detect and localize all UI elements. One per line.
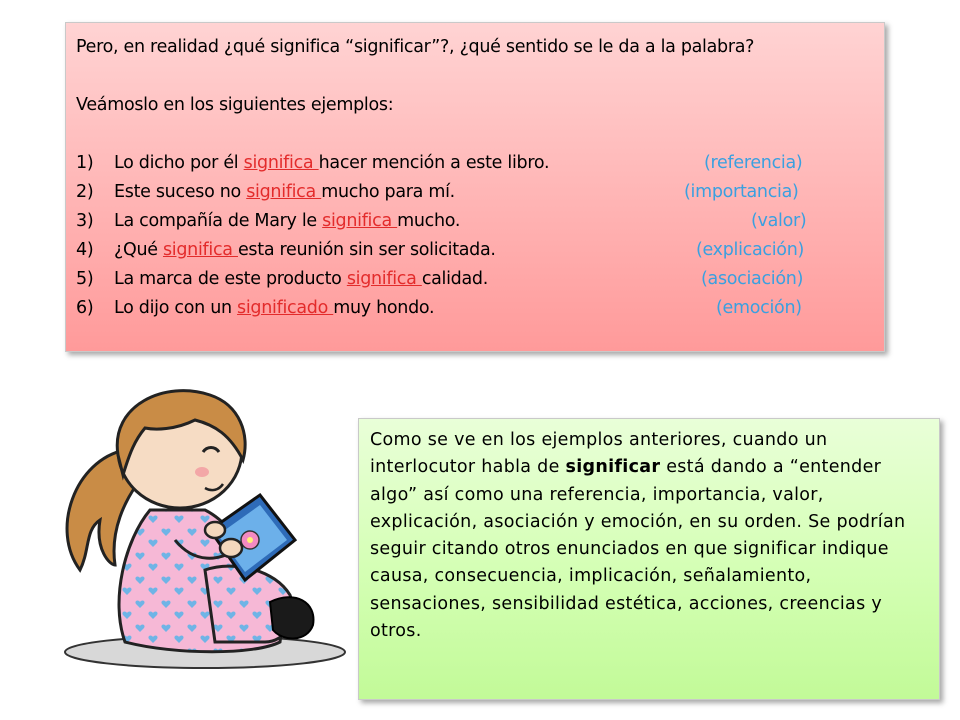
example-keyword: significa [346,269,422,289]
example-keyword: significa [322,211,398,231]
example-item [76,236,874,265]
example-text: La compañía de Mary le significa mucho. [114,211,461,231]
example-text: Este suceso no significa mucho para mí. [114,182,455,202]
example-number: 1) [76,153,94,173]
example-item [76,294,874,323]
example-item [76,265,874,294]
example-category: (emoción) [716,298,802,318]
example-text: La marca de este producto significa calidad. [114,269,488,289]
examples-intro: Veámoslo en los siguientes ejemplos: [76,95,394,115]
example-text: Lo dijo con un significado muy hondo. [114,298,435,318]
example-item [76,207,874,236]
example-category: (explicación) [696,240,805,260]
example-item [76,149,874,178]
example-keyword: significa [162,240,238,260]
girl-reading-book-icon [55,380,355,680]
example-keyword: significado [237,298,334,318]
example-text: Lo dicho por él significa hacer mención a este libro. [114,153,550,173]
intro-question: Pero, en realidad ¿qué significa “significar”?, ¿qué sentido se le da a la palabra? [76,37,755,57]
example-category: (importancia) [684,182,799,202]
explanation-text-continued: está dando a “entender algo” así como una referencia, importancia, valor, explicación, asociación y emoción, en su orden. Se podrían seguir citando otros enunciados en que significar indique causa, consecuencia, implicación, señalamiento, sensaciones, sensibilidad estética, acciones, creencias y otros. [370,457,906,642]
example-number: 6) [76,298,94,318]
example-number: 4) [76,240,94,260]
example-keyword: significa [243,153,319,173]
explanation-bold-word: significar [565,457,661,478]
example-number: 2) [76,182,94,202]
example-category: (referencia) [704,153,803,173]
example-text: ¿Qué significa esta reunión sin ser solicitada. [114,240,496,260]
example-category: (asociación) [701,269,804,289]
examples-box [65,22,885,352]
example-number: 5) [76,269,94,289]
explanation-box [358,418,940,700]
example-keyword: significa [246,182,322,202]
explanation-text: Como se ve en los ejemplos anteriores, cuando un interlocutor habla de [370,430,828,478]
example-category: (valor) [751,211,807,231]
example-number: 3) [76,211,94,231]
example-item [76,178,874,207]
